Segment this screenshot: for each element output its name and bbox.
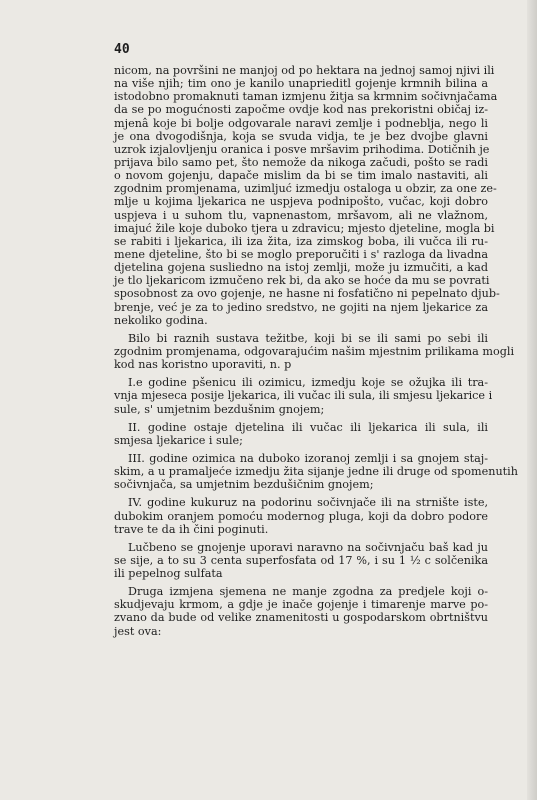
text-line: III. godine ozimica na duboko izoranoj zemlji i sa gnojem staj- [128, 451, 488, 465]
paragraph [114, 331, 515, 372]
text-line: skudjevaju krmom, a gdje je inače gojenje i timarenje marve po- [114, 598, 488, 612]
text-line: jest ova: [114, 624, 162, 638]
text-line: prijava bilo samo pet, što nemože da nikoga začudi, pošto se radi [114, 155, 488, 169]
text-line: nicom, na površini ne manjoj od po hektara na jednoj samoj njivi ili [114, 64, 495, 77]
paragraph [114, 421, 488, 447]
text-line: nekoliko godina. [114, 313, 208, 327]
text-line: istodobno promaknuti taman izmjenu žitja sa krmnim sočivnjačama [114, 90, 498, 104]
text-line: sočivnjača, sa umjetnim bezdušičnim gnojem; [114, 478, 374, 492]
paragraph [114, 64, 500, 327]
text-line: skim, a u pramaljeće izmedju žita sijanje jedne ili druge od spomenutih [114, 465, 518, 479]
text-line: Lučbeno se gnojenje uporavi naravno na sočivnjaču baš kad ju [128, 540, 488, 554]
text-line: II. godine ostaje djetelina ili vučac ili ljekarica ili sula, ili [128, 420, 488, 434]
text-line: brenje, već je za to jedino sredstvo, ne gojiti na njem ljekarice za [114, 300, 488, 314]
text-line: o novom gojenju, dapače mislim da bi se tim imalo nastaviti, ali [114, 169, 488, 183]
text-line: mene djeteline, što bi se moglo preporučiti i s' razloga da livadna [114, 247, 488, 261]
text-line: sule, s' umjetnim bezdušnim gnojem; [114, 402, 325, 416]
page-number: 40 [114, 42, 130, 57]
text-line: djetelina gojena susliedno na istoj zemlji, može ju izmučiti, a kad [114, 261, 488, 275]
text-line: imajuć žile koje duboko tjera u zdravicu; mjesto djeteline, mogla bi [114, 221, 495, 235]
paragraph [114, 376, 493, 416]
page-edge-shadow [527, 0, 537, 800]
text-line: IV. godine kukuruz na podorinu sočivnjače ili na strnište iste, [128, 496, 488, 510]
body-text [114, 64, 518, 638]
text-line: zgodnim promjenama, odgovarajućim našim mjestnim prilikama mogli [114, 344, 515, 358]
text-line: zgodnim promjenama, uzimljuć izmedju ostaloga u obzir, za one ze- [114, 182, 497, 196]
text-line: sposobnost za ovo gojenje, ne hasne ni fosfatično ni pepelnato djub- [114, 287, 500, 301]
paragraph [114, 496, 488, 535]
text-line: uzrok izjalovljenju oranica i posve mršavim prihodima. Dotičnih je [114, 142, 490, 156]
text-line: vnja mjeseca posije ljekarica, ili vučac ili sula, ili smjesu ljekarice i [114, 389, 493, 403]
text-line: je ona dvogodišnja, koja se svuda vidja, te je bez dvojbe glavni [114, 129, 488, 143]
text-line: se sije, a to su 3 centa superfosfata od 17 %, i su 1 ½ c solčenika [114, 553, 488, 567]
text-line: na više njih; tim ono je kanilo unaprieditl gojenje krmnih bilina a [114, 77, 488, 91]
text-line: dubokim oranjem pomoću modernog pluga, koji da dobro podore [114, 509, 488, 523]
text-line: je tlo ljekaricom izmučeno rek bi, da ako se hoće da mu se povrati [114, 274, 490, 288]
text-line: da se po mogućnosti započme ovdje kod nas prekoristni običaj iz- [114, 103, 488, 117]
text-line: zvano da bude od velike znamenitosti u gospodarskom obrtništvu [114, 611, 488, 625]
text-line: I.e godine pšenicu ili ozimicu, izmedju koje se ožujka ili tra- [128, 376, 488, 390]
text-line: ili pepelnog sulfata [114, 567, 223, 581]
text-line: kod nas koristno uporaviti, n. p [114, 358, 292, 372]
text-line: smjesa ljekarice i sule; [114, 433, 243, 447]
text-line: mlje u kojima ljekarica ne uspjeva podnipošto, vučac, koji dobro [114, 195, 488, 209]
text-line: mjenâ koje bi bolje odgovarale naravi zemlje i podneblja, nego li [114, 116, 488, 130]
paragraph [114, 585, 488, 638]
paragraph [114, 451, 518, 492]
text-line: Druga izmjena sjemena ne manje zgodna za predjele koji o- [128, 585, 488, 599]
text-line: Bilo bi raznih sustava težitbe, koji bi se ili sami po sebi ili [128, 331, 488, 345]
paragraph [114, 541, 488, 580]
text-line: se rabiti i ljekarica, ili iza žita, iza zimskog boba, ili vučca ili ru- [114, 234, 488, 248]
text-line: trave te da ih čini poginuti. [114, 522, 269, 536]
text-line: uspjeva i u suhom tlu, vapnenastom, mršavom, ali ne vlažnom, [114, 208, 488, 222]
